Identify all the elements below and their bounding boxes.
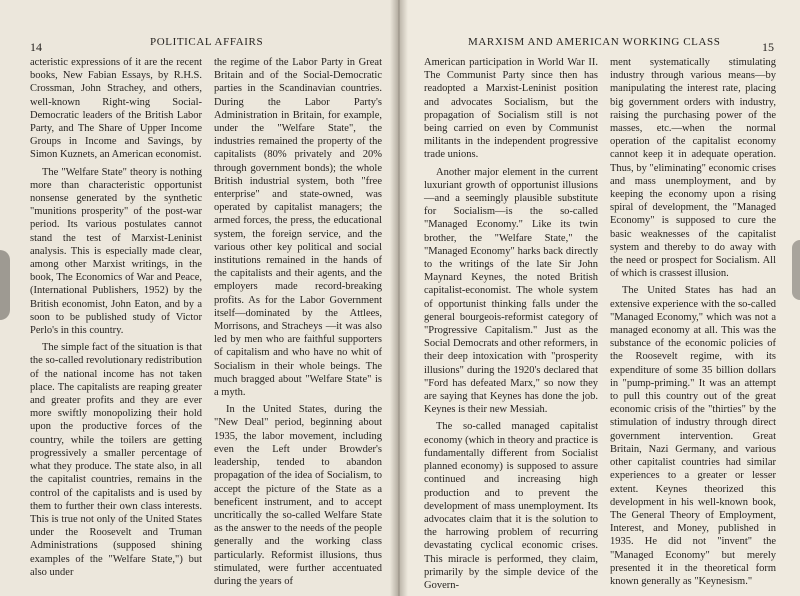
paragraph: The "Welfare State" theory is nothing more than characteristic opportunist nonsense generated by the synthetic "munitions prosperity" of the post-war period. Its various postulates cannot stand the test of Marxist-Leninist analysis. This is especially made clear, among other Marxist writings, in the book, The Economics of War and Peace, (International Publishers, 1952) by the British economist, John Eaton, and by a soon to be published study of Victor Perlo's in this country. [30, 166, 202, 337]
right-column-1 [424, 56, 598, 592]
running-head-right: MARXISM AND AMERICAN WORKING CLASS [468, 36, 721, 48]
binding-clip [792, 240, 800, 300]
paragraph: Another major element in the current luxuriant growth of opportunist illusions—and a seemingly plausible substitute for Socialism—is the so-called "Managed Economy." Like its twin brother, the "Welfare State," the "Managed Economy" harks back directly to the writings of the late Sir John Maynard Keynes, the noted British capitalist-economist. The whole system of opportunist thinking falls under the general bourgeois-reformist category of "Progressive Capitalism." Just as the Social Democrats and other reformers, in their deep intoxication with "prosperity illusions" during the 1920's declared that "Ford has defeated Marx," so now they are saying that Keynes has done the job. Keynes is their new Messiah. [424, 166, 598, 416]
binding-clip [0, 250, 10, 320]
page-number-right: 15 [762, 40, 774, 54]
paragraph: In the United States, during the "New Deal" period, beginning about 1935, the labor movement, including even the Left under Browder's leadership, tended to abandon propagation of the idea of Socialism, to accept the picture of the State as a beneficent instrument, and to accept uncritically the so-called Welfare State as the answer to the needs of the people generally and the working class particularly. Reformist illusions, thus stimulated, were further accentuated during the years of [214, 404, 382, 587]
paragraph: The simple fact of the situation is that the so-called revolutionary redistribution of the national income has not taken place. The capitalists are reaping greater and greater profits and they are ever more swiftly monopolizing their hold upon the productive forces of the country, while the toilers are getting progressively a smaller percentage of what they produce. The state also, in all the capitalist countries, remains in the control of the capitalists and is used by them to further their own class interests. This is true not only of the United States under the Roosevelt and Truman Administrations (supposed shining examples of the "Welfare State,") but also under [30, 342, 202, 578]
paragraph: American participation in World War II. The Communist Party since then has readopted a Marxist-Leninist position and advocates Socialism, but the propagation of Socialism still is not being carried on even by Communist militants in the independent progressive trade unions. [424, 57, 598, 161]
left-page [0, 0, 398, 596]
right-page [398, 0, 800, 596]
paragraph: The so-called managed capitalist economy (which in theory and practice is fundamentally different from Socialist planned economy) is supposed to assure continued and increasing high production and to prevent the development of mass unemployment. Its advocates claim that it is the solution to the harrowing problem of recurring devastating cyclical economic crises. This miracle is performed, they claim, primarily by the simple device of the Govern- [424, 421, 598, 591]
right-column-2 [610, 56, 776, 588]
book-gutter [390, 0, 408, 596]
running-head-left: POLITICAL AFFAIRS [150, 36, 264, 48]
paragraph: The United States has had an extensive experience with the so-called "Managed Economy," which was not a managed economy at all. This was the substance of the economic policies of the Roosevelt regime, with its expenditure of some 35 billion dollars in "pump-priming." It was an attempt to pull this country out of the great economic crisis of the "thirties" by the stimulation of industry through direct government intervention. Great Britain, Nazi Germany, and various other capitalist countries had similar experiences to a greater or lesser extent. Keynes theorized this development in his well-known book, The General Theory of Employment, Interest, and Money, published in 1935. He did not "invent" the "Managed Economy" but merely presented it in the theoretical form known generally as "Keynesism." [610, 285, 776, 587]
page-number-left: 14 [30, 40, 42, 54]
paragraph: acteristic expressions of it are the recent books, New Fabian Essays, by R.H.S. Crossman, John Strachey, and others, well-known Right-wing Social-Democratic leaders of the British Labor Party, and The Share of Upper Income Groups in Income and Savings, by Simon Kuznets, an American economist. [30, 57, 202, 161]
paragraph: ment systematically stimulating industry through various means—by manipulating the interest rate, placing big government orders with industry, raising the purchasing power of the masses, etc.—when the normal operation of the capitalist economy cannot keep it in adequate operation. Thus, by "eliminating" economic crises and mass unemployment, and by keeping the economy upon a rising spiral of development, the "Managed Economy" is supposed to cure the basic weaknesses of the capitalist system and thereby to do away with the need or prospect for Socialism. All of which is crassest illusion. [610, 57, 776, 280]
paragraph: the regime of the Labor Party in Great Britain and of the Social-Democratic parties in the Scandinavian countries. During the Labor Party's Administration in Britain, for example, under the "Welfare State", the industries remained the property of the capitalists (80% privately and 20% through government bonds); the whole British industrial system, both "free enterprise" and state-owned, was operated by capitalist managers; the armed forces, the press, the educational system, the foreign service, and the various other key political and social institutions remained in the hands of the capitalists and their agents, and the employers made record-breaking profits. As for the Labor Government itself—dominated by the Attlees, Morrisons, and Stracheys —it was also led by men who are faithful supporters of capitalism and who have no whit of Socialism in their whole beings. The much bragged about "Welfare State" is a myth. [214, 57, 382, 399]
left-column-1 [30, 56, 202, 579]
left-column-2 [214, 56, 382, 588]
